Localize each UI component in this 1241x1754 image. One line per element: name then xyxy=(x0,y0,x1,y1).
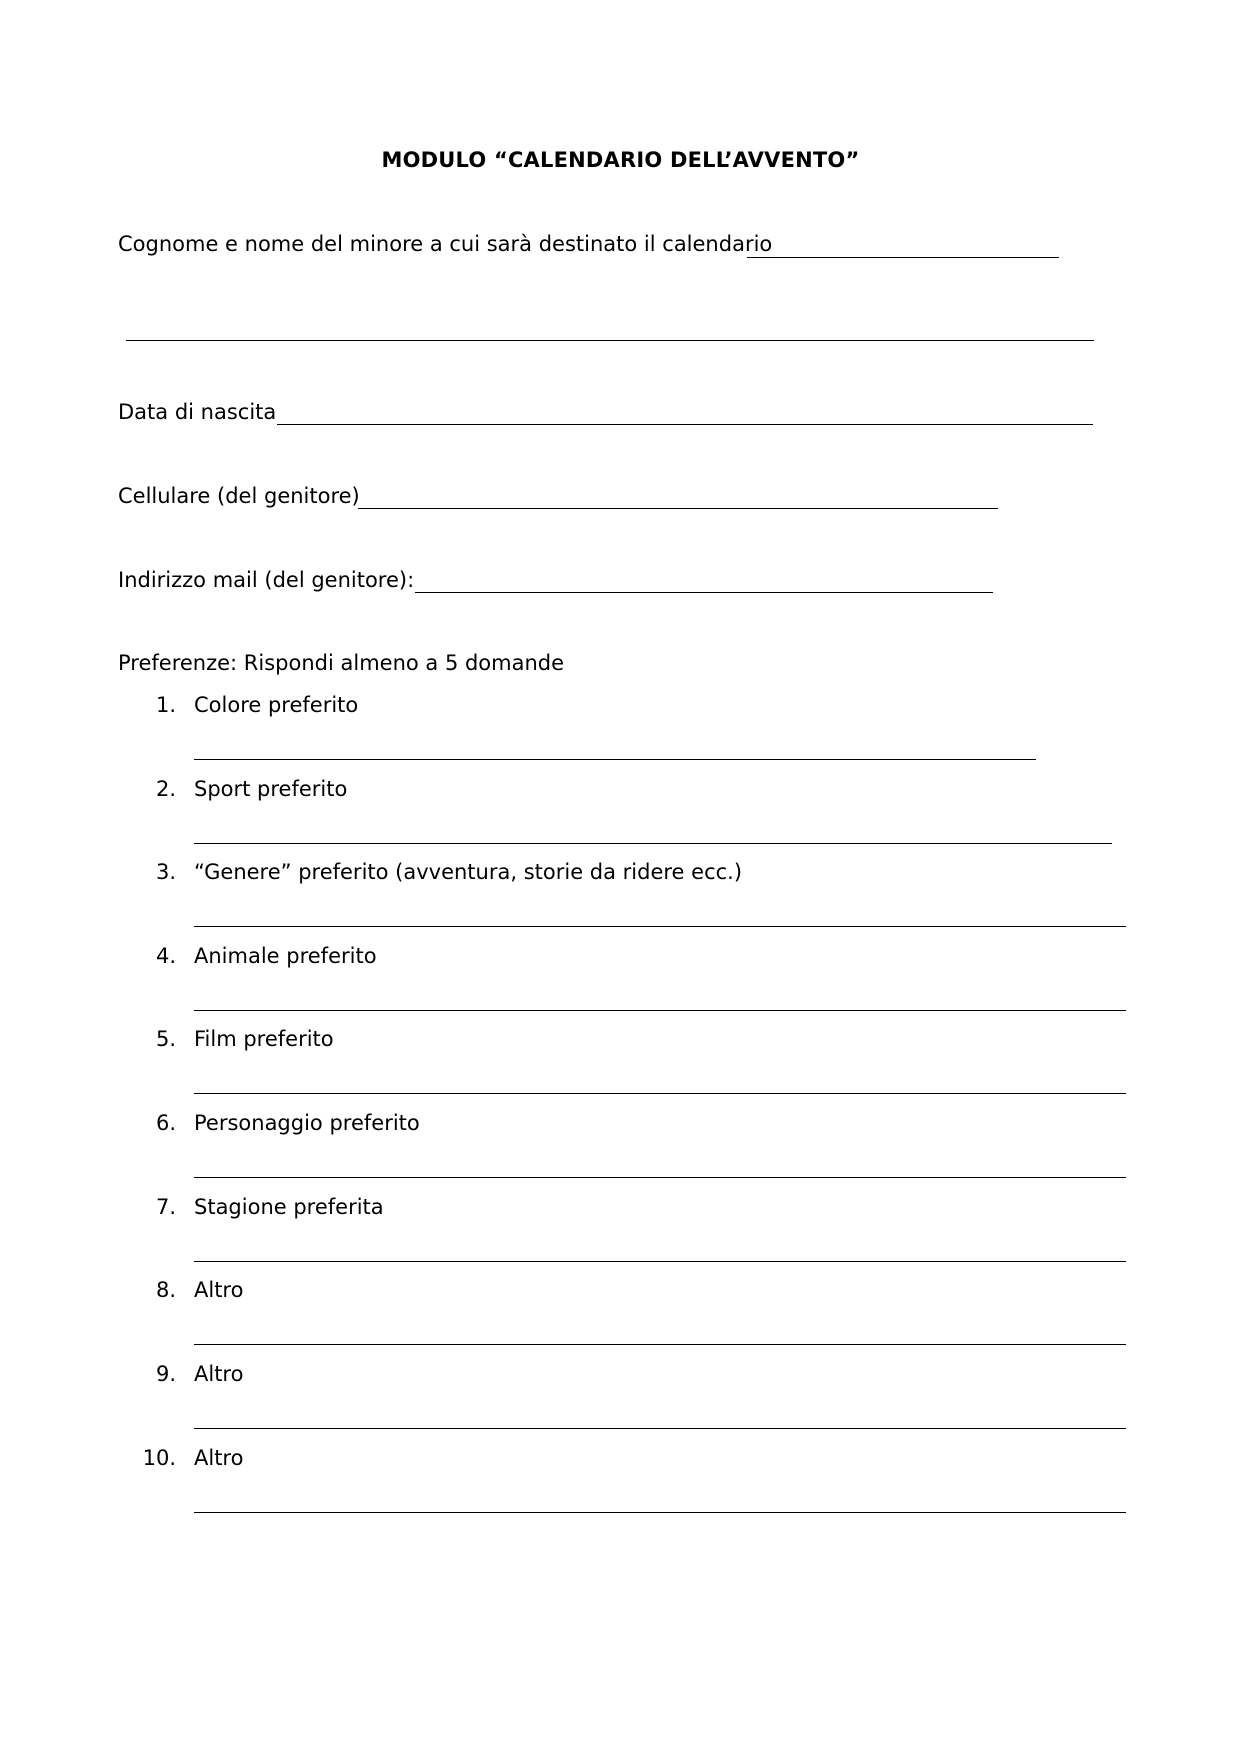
preference-label: Altro xyxy=(194,1278,244,1302)
preference-number: 10. xyxy=(142,1446,176,1470)
child-name-field[interactable] xyxy=(747,257,1059,258)
preference-answer-field[interactable] xyxy=(194,1344,1126,1345)
child-name-field-continued[interactable] xyxy=(126,340,1094,341)
phone-label: Cellulare (del genitore) xyxy=(118,484,360,508)
preference-number: 5. xyxy=(155,1027,176,1051)
preference-answer-field[interactable] xyxy=(194,926,1126,927)
preference-label: Animale preferito xyxy=(194,944,377,968)
preference-number: 8. xyxy=(155,1278,176,1302)
preference-answer-field[interactable] xyxy=(194,1093,1126,1094)
preference-label: Stagione preferita xyxy=(194,1195,384,1219)
preference-answer-field[interactable] xyxy=(194,843,1112,844)
preference-number: 3. xyxy=(155,860,176,884)
preference-label: Colore preferito xyxy=(194,693,359,717)
birth-date-label: Data di nascita xyxy=(118,400,277,424)
preference-answer-field[interactable] xyxy=(194,1010,1126,1011)
form-title: MODULO “CALENDARIO DELL’AVVENTO” xyxy=(381,148,860,172)
preference-label: “Genere” preferito (avventura, storie da ridere ecc.) xyxy=(194,860,743,884)
preference-label: Altro xyxy=(194,1362,244,1386)
preference-label: Film preferito xyxy=(194,1027,334,1051)
preference-answer-field[interactable] xyxy=(194,1261,1126,1262)
preference-answer-field[interactable] xyxy=(194,1428,1126,1429)
email-label: Indirizzo mail (del genitore): xyxy=(118,568,415,592)
preference-number: 2. xyxy=(155,777,176,801)
preference-number: 9. xyxy=(155,1362,176,1386)
preferences-heading: Preferenze: Rispondi almeno a 5 domande xyxy=(118,651,565,675)
preference-answer-field[interactable] xyxy=(194,759,1036,760)
email-field[interactable] xyxy=(415,592,993,593)
preference-label: Personaggio preferito xyxy=(194,1111,420,1135)
preference-number: 6. xyxy=(155,1111,176,1135)
birth-date-field[interactable] xyxy=(277,424,1093,425)
preference-number: 4. xyxy=(155,944,176,968)
preference-answer-field[interactable] xyxy=(194,1512,1126,1513)
preference-answer-field[interactable] xyxy=(194,1177,1126,1178)
preference-label: Sport preferito xyxy=(194,777,348,801)
preference-label: Altro xyxy=(194,1446,244,1470)
phone-field[interactable] xyxy=(358,508,998,509)
preference-number: 1. xyxy=(155,693,176,717)
preference-number: 7. xyxy=(155,1195,176,1219)
child-name-label: Cognome e nome del minore a cui sarà destinato il calendario xyxy=(118,232,773,256)
